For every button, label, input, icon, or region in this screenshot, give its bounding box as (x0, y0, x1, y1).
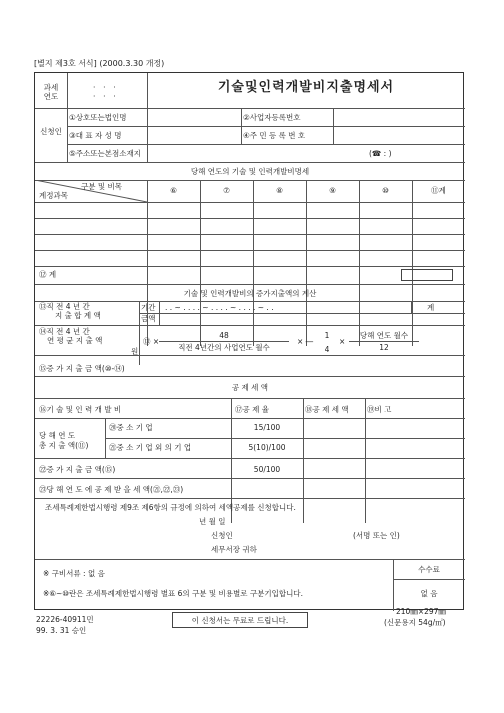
form-code: 22226-40911민 (36, 615, 94, 624)
increase-expense-label: ㉒증 가 지 출 금 액(⑮) (39, 465, 116, 474)
section2-title: 기술 및 인력개발비의 증가지출액의 계산 (183, 289, 317, 298)
remarks-header: ⑲비 고 (367, 405, 392, 414)
col-9: ⑨ (329, 186, 336, 195)
prior4-sum-label-a: ⑬직 전 4 년 간 (39, 302, 90, 311)
representative-label: ③대 표 자 성 명 (69, 131, 122, 140)
phone-field: (☎ : ) (369, 149, 392, 158)
address-label: ⑤주소또는본점소재지 (69, 149, 141, 158)
paper-size: 210㎜×297㎜ (396, 607, 446, 616)
months-numerator: 당해 연도 월수 (359, 331, 409, 340)
free-notice: 이 신청서는 무료로 드립니다. (191, 616, 289, 625)
free-notice-box (172, 612, 308, 628)
entry-note: ※⑥~⑩란은 조세특례제한법시행령 별표 6의 구분 및 비용별로 구분기입합니다. (43, 589, 303, 598)
rd-expense-label: ⑯기 술 및 인 력 개 발 비 (39, 405, 122, 414)
period-sum-label: 계 (427, 303, 435, 312)
signature-note: (서명 또는 인) (353, 531, 400, 540)
total-row-label: ⑫ 계 (39, 270, 57, 279)
fee-value: 없 음 (420, 589, 438, 598)
form-number: [별지 제3호 서식] (2000.3.30 개정) (34, 59, 165, 68)
current-year-label-b: 총 지 출 액(⑪) (39, 441, 89, 450)
non-sme-label: ㉑중 소 기 업 외 의 기 업 (109, 443, 192, 452)
won-unit: 원 (131, 347, 139, 356)
tax-year-dots: · · · · · · (93, 83, 117, 101)
category-header: 구분 및 비목 (81, 182, 122, 191)
sme-label: ⑳중 소 기 업 (109, 423, 153, 432)
quarter-numerator: 1 (324, 331, 330, 340)
business-number-label: ②사업자등록번호 (243, 113, 301, 122)
col-6: ⑥ (170, 186, 177, 195)
tax-year-label: 과세 연도 (43, 83, 59, 101)
prior4-avg-label-a: ⑭직 전 4 년 간 (39, 327, 90, 336)
period-label: 기간 (141, 303, 156, 312)
non-sme-rate: 5(10)/100 (248, 443, 286, 452)
formula-numerator: 48 (219, 331, 229, 340)
approval-date: 99. 3. 31 승인 (36, 626, 87, 635)
increase-amount-label: ⑮증 가 지 출 금 액(⑩-⑭) (39, 364, 125, 373)
form-title: 기술및인력개발비지출명세서 (217, 80, 395, 95)
total-input-box[interactable] (401, 269, 453, 281)
col-10: ⑩ (382, 186, 389, 195)
formula-multiplier: × ― (297, 337, 314, 346)
col-7: ⑦ (223, 186, 230, 195)
col-11-total: ⑪계 (431, 186, 446, 195)
sme-rate: 15/100 (253, 423, 281, 432)
deduction-rate-header: ⑰공 제 율 (235, 405, 270, 414)
applicant-sign-label: 신청인 (211, 531, 233, 540)
account-header: 계정과목 (39, 191, 68, 200)
prior4-avg-label-b: 연 평 균 지 출 액 (47, 336, 103, 345)
increase-rate: 50/100 (253, 465, 281, 474)
required-docs: ※ 구비서류 : 없 음 (43, 569, 105, 578)
fee-label: 수수료 (418, 565, 440, 574)
period-dates: . . ~ . . . . ~ . . . . ~ . . . . ~ . . (165, 303, 274, 312)
expenditure-form (34, 72, 464, 610)
prior4-sum-label-b: 지 출 합 계 액 (55, 311, 101, 320)
paper-type: (신문용지 54g/㎡) (384, 618, 446, 627)
formula-mark: ⑬ × (143, 337, 160, 346)
formula-denominator: 직전 4년간의 사업연도 월수 (178, 343, 270, 352)
date-line: 년 월 일 (199, 517, 226, 526)
col-8: ⑧ (276, 186, 283, 195)
tax-credit-header: ⑱공 제 세 액 (305, 405, 349, 414)
recipient: 세무서장 귀하 (211, 545, 257, 554)
applicant-label: 신청인 (40, 127, 62, 136)
company-name-label: ①상호또는법인명 (69, 113, 127, 122)
amount-label: 금액 (141, 314, 156, 323)
section1-title: 당해 연도의 기술 및 인력개발비명세 (190, 167, 310, 176)
section3-title: 공 제 세 액 (231, 383, 269, 392)
formula-times: × (339, 337, 346, 346)
declaration-text: 조세특례제한법시행령 제9조 제6항의 규정에 의하여 세액공제를 신청합니다. (45, 503, 296, 512)
months-denominator: 12 (379, 343, 389, 352)
deductible-tax-label: ㉓당 해 연 도 에 공 제 받 을 세 액(㉑,㉒,㉓) (39, 485, 184, 494)
resident-number-label: ④주 민 등 록 번 호 (243, 131, 306, 140)
quarter-denominator: 4 (324, 345, 330, 354)
current-year-label-a: 당 해 연 도 (39, 431, 76, 440)
